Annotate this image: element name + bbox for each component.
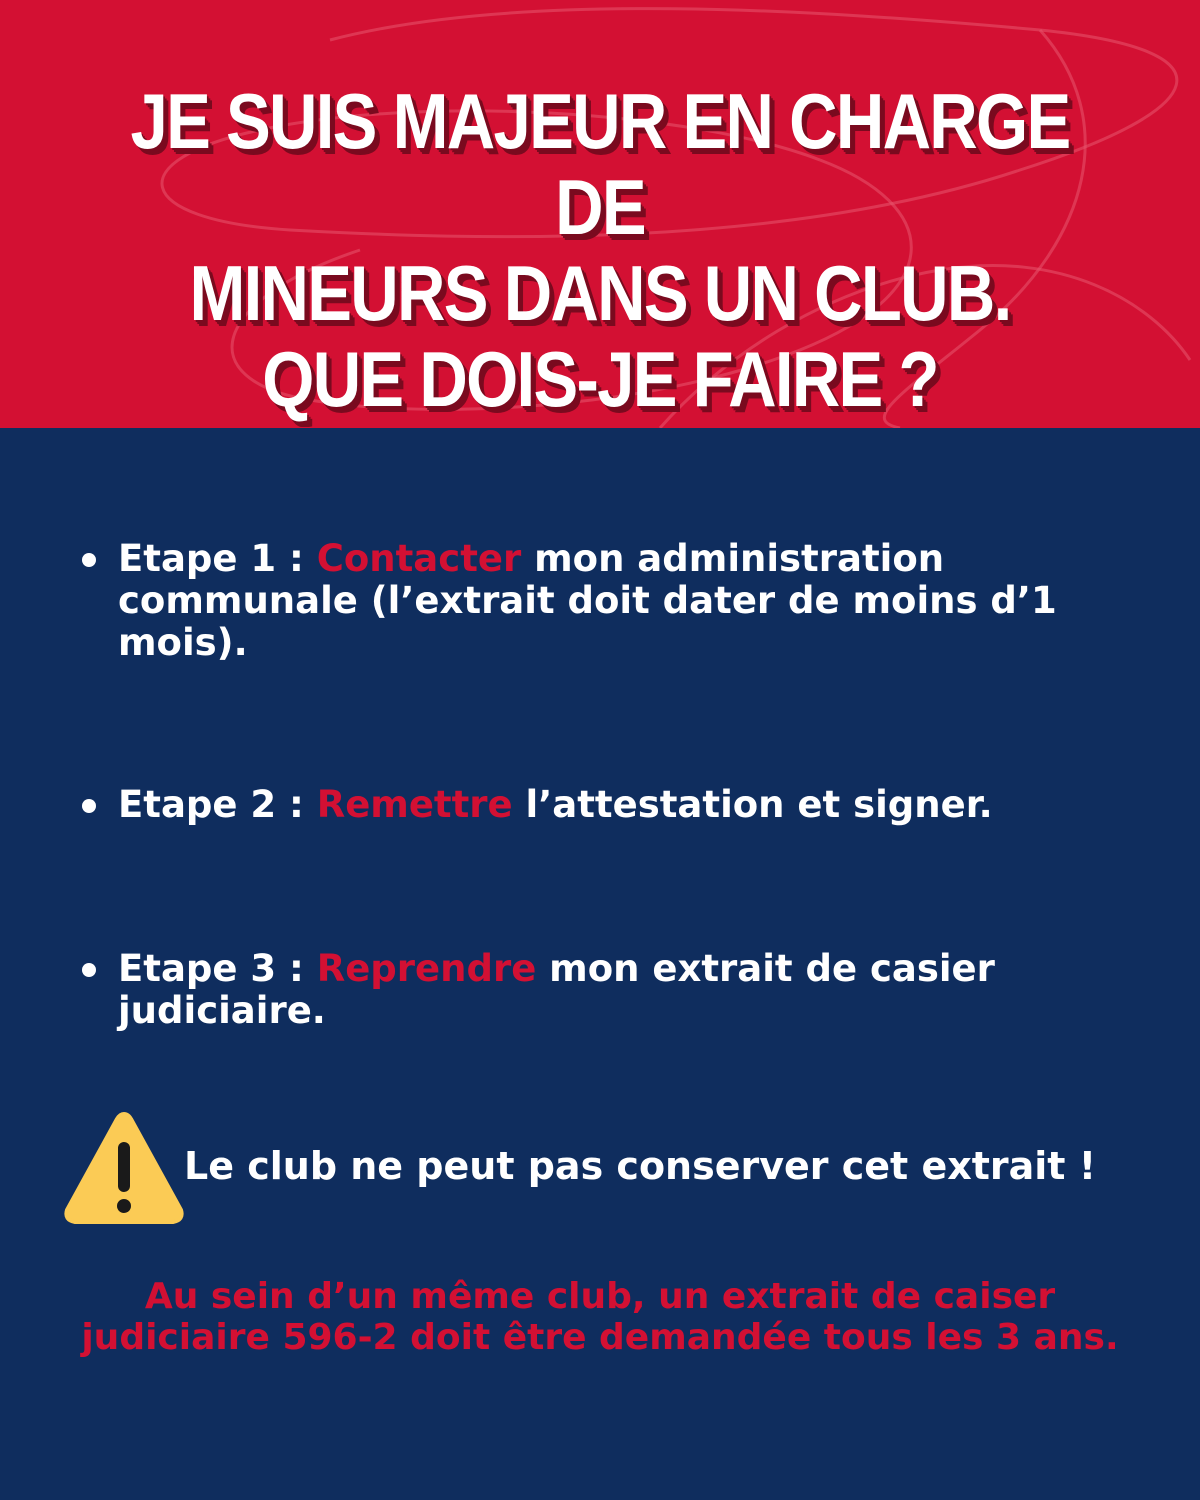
page-title (84, 78, 1116, 422)
header-banner (0, 0, 1200, 428)
step-2 (118, 784, 1078, 826)
step-prefix: Etape 3 : (118, 947, 317, 990)
step-action: Remettre (316, 783, 513, 826)
bullet-icon (82, 799, 96, 813)
title-line: JE SUIS MAJEUR EN CHARGE DE (130, 77, 1070, 251)
warning-triangle-icon (62, 1108, 186, 1226)
step-prefix: Etape 1 : (118, 537, 317, 580)
step-3 (118, 948, 1078, 1032)
steps-panel (0, 428, 1200, 1500)
footnote-line: Au sein d’un même club, un extrait de caiser (144, 1276, 1056, 1317)
footnote-line: judiciaire 596-2 doit être demandée tous les 3 ans. (81, 1317, 1119, 1358)
step-action: Reprendre (316, 947, 537, 990)
title-line: MINEURS DANS UN CLUB. (189, 249, 1011, 337)
bullet-icon (82, 553, 96, 567)
step-text: mon extrait de casier judiciaire. (118, 947, 995, 1032)
step-action: Contacter (316, 537, 522, 580)
step-1 (118, 538, 1078, 664)
step-text: mon administration communale (l’extrait doit dater de moins d’1 mois). (118, 537, 1057, 664)
footnote (0, 1276, 1200, 1358)
step-text: l’attestation et signer. (512, 783, 993, 826)
step-prefix: Etape 2 : (118, 783, 317, 826)
title-line: QUE DOIS-JE FAIRE ? (262, 335, 938, 423)
warning-text: Le club ne peut pas conserver cet extrait ! (184, 1144, 1097, 1188)
warning-notice (62, 1108, 1162, 1228)
bullet-icon (82, 963, 96, 977)
